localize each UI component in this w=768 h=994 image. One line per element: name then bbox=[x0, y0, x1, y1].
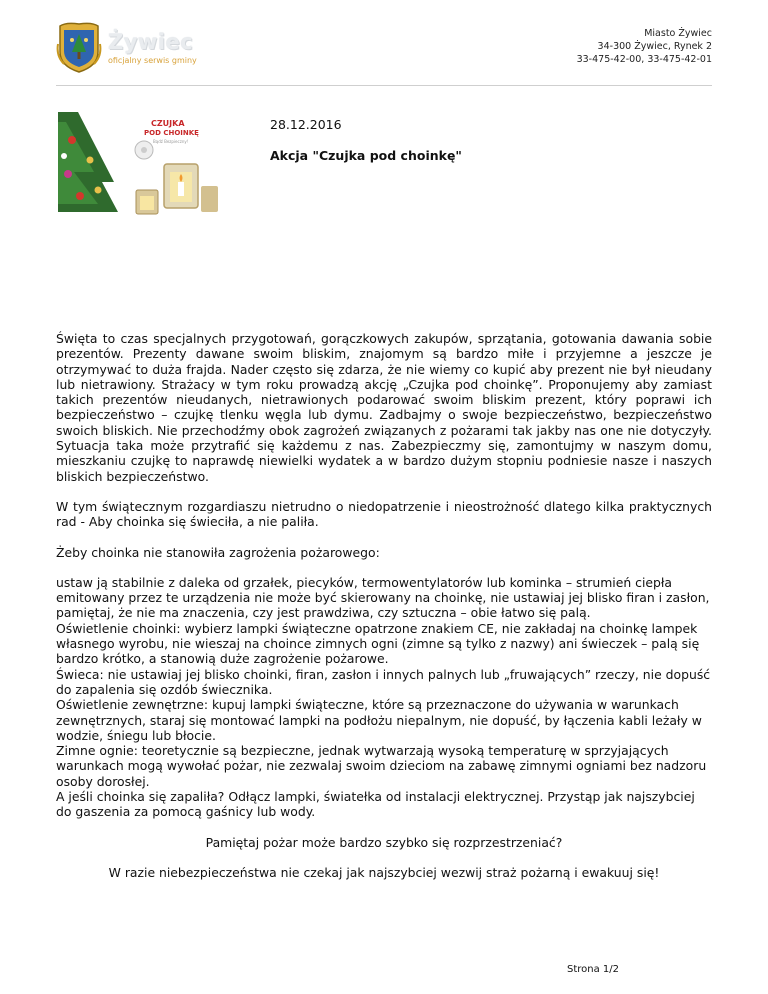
tip-item: Zimne ognie: teoretycznie są bezpieczne, jednak wytwarzają wysoką temperaturę w sprzyjających warunkach mogą wywołać pożar, nie zezwalaj swoim dzieciom na zabawę zimnymi ogniami bez nadzoru osoby dorosłej. bbox=[56, 743, 707, 789]
article-title: Akcja "Czujka pod choinkę" bbox=[270, 148, 462, 163]
paragraph: Święta to czas specjalnych przygotowań, gorączkowych zakupów, sprzątania, gotowania dawania sobie prezentów. Prezenty dawane swoim bliskim, znajomym są bardzo miłe i przyjemne a jeszcze je otrzymywać to duża frajda. Nader często się zdarza, że nie wiemy co kupić aby prezent nie był nieudany lub nietrawiony. Strażacy w tym roku prowadzą akcję „Czujka pod choinkę”. Proponujemy aby zamiast takich prezentów nieudanych, nietrawionych podarować swoim bliskim prezent, który poprawi ich bezpieczeństwo – czujkę tlenku węgla lub dymu. Zadbajmy o swoje bezpieczeństwo, bezpieczeństwo swoich bliskich. Nie przechodźmy obok zagrożeń związanych z pożarami tak jakby nas one nie dotyczyły. Sytuacja taka może przytrafić się każdemu z nas. Zabezpieczmy się, zamontujmy w naszym domu, mieszkaniu czujkę to naprawdę niewielki wydatek a w bardzo dużym stopniu podniesie nasze i naszych bliskich bezpieczeństwo. bbox=[56, 331, 712, 484]
brand-name: Żywiec bbox=[108, 30, 194, 54]
article-image bbox=[58, 112, 218, 222]
paragraph: Żeby choinka nie stanowiła zagrożenia pożarowego: bbox=[56, 544, 380, 560]
brand bbox=[108, 30, 197, 65]
coat-of-arms-logo bbox=[56, 22, 102, 74]
address-line: Miasto Żywiec bbox=[644, 28, 712, 39]
image-caption-2: POD CHOINKĘ bbox=[144, 129, 199, 137]
tip-item: A jeśli choinka się zapaliła? Odłącz lampki, światełka od instalacji elektrycznej. Przystąp jak najszybciej do gaszenia za pomocą gaśnicy lub wody. bbox=[56, 789, 695, 820]
header-divider bbox=[56, 85, 712, 86]
article-date: 28.12.2016 bbox=[270, 117, 342, 132]
address-line: 33-475-42-00, 33-475-42-01 bbox=[576, 54, 712, 65]
image-caption-3: Bądź Bezpieczny! bbox=[153, 139, 189, 144]
tip-item: Świeca: nie ustawiaj jej blisko choinki, firan, zasłon i innych palnych lub „fruwających” rzeczy, nie dopuść do zapalenia się ozdób świecznika. bbox=[56, 666, 711, 697]
page-number: Strona 1/2 bbox=[567, 964, 620, 975]
paragraph: W tym świątecznym rozgardiaszu nietrudno o niedopatrzenie i nieostrożność dlatego kilka praktycznych rad - Aby choinka się świeciła, a nie paliła. bbox=[56, 498, 712, 530]
closing-line: W razie niebezpieczeństwa nie czekaj jak najszybciej wezwij straż pożarną i ewakuuj się! bbox=[108, 864, 660, 880]
address-line: 34-300 Żywiec, Rynek 2 bbox=[597, 41, 712, 52]
address-block bbox=[577, 27, 712, 66]
brand-subtitle: oficjalny serwis gminy bbox=[108, 56, 197, 65]
image-caption-1: CZUJKA bbox=[151, 119, 185, 128]
article-body bbox=[56, 331, 712, 880]
tip-item: Oświetlenie choinki: wybierz lampki świąteczne opatrzone znakiem CE, nie zakładaj na choinkę lampek własnego wyrobu, nie wieszaj na choince zimnych ogni (zimne są tylko z nazwy) ani świeczek – palą się bardzo krótko, a stanowią duże zagrożenie pożarowe. bbox=[56, 620, 700, 667]
tip-item: ustaw ją stabilnie z daleka od grzałek, piecyków, termowentylatorów lub kominka – strumień ciepła emitowany przez te urządzenia nie może być skierowany na choinkę, nie ustawiaj jej blisko firan i zasłon, pamiętaj, że nie ma znaczenia, czy jest prawdziwa, czy sztuczna – obie łatwo się palą. bbox=[56, 574, 710, 621]
tip-item: Oświetlenie zewnętrzne: kupuj lampki świąteczne, które są przeznaczone do używania w warunkach zewnętrznych, staraj się montować lampki na podłożu niepalnym, nie dopuść, by łączenia kabli leżały w wodzie, śniegu lub błocie. bbox=[56, 697, 702, 743]
closing-line: Pamiętaj pożar może bardzo szybko się rozprzestrzeniać? bbox=[205, 834, 563, 850]
